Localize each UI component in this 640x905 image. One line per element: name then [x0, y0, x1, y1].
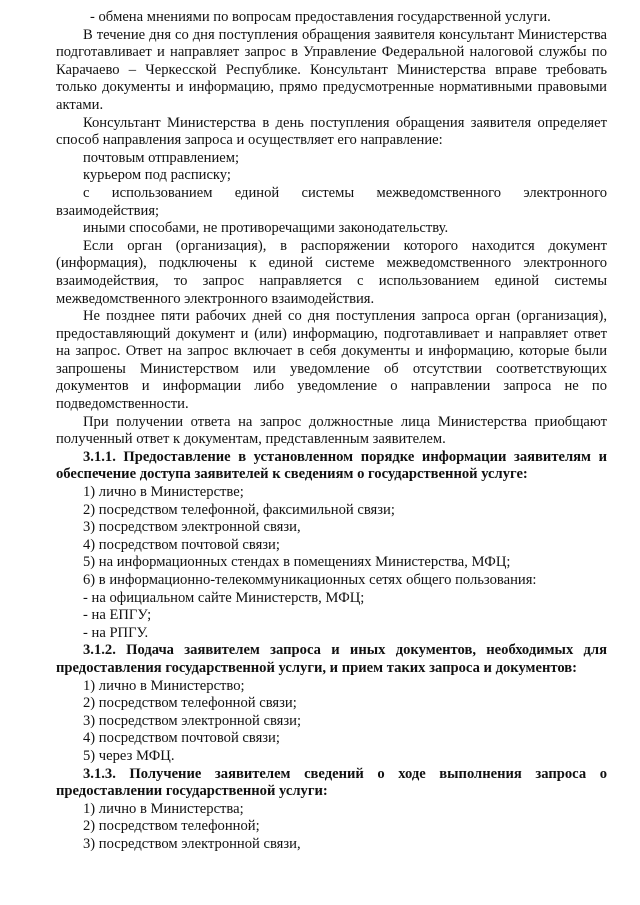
section-3-1-1-heading: 3.1.1. Предоставление в установленном порядке информации заявителям и обеспечение доступа заявителей к сведениям о государственной услуге:	[56, 448, 607, 483]
list-item: 5) на информационных стендах в помещениях Министерства, МФЦ;	[83, 554, 511, 571]
paragraph-five-days: Не позднее пяти рабочих дней со дня поступления запроса орган (организация), предоставляющий документ и (или) информацию, подготавливает и направляет ответ на запрос. Ответ на запрос включает в себя документы и информацию, которые были запрошены Министерством или уведомление об отсутствии соответствующих документов и информации либо уведомление о направлении запроса не по подведомственности.	[56, 308, 607, 413]
list-item: 3) посредством электронной связи;	[83, 712, 302, 729]
method-item: с использованием единой системы межведомственного электронного взаимодействия;	[56, 184, 607, 219]
method-item: почтовым отправлением;	[83, 149, 240, 166]
paragraph-smev: Если орган (организация), в распоряжении которого находится документ (информация), подключены к единой системе межведомственного электронного взаимодействия, то запрос направляется с использованием единой системы межведомственного электронного взаимодействия.	[56, 237, 607, 307]
list-item: - на официальном сайте Министерств, МФЦ;	[83, 589, 365, 606]
list-item: 4) посредством почтовой связи;	[83, 536, 280, 553]
list-item: 2) посредством телефонной;	[83, 818, 260, 835]
method-item: иными способами, не противоречащими законодательству.	[83, 220, 449, 237]
list-item: 3) посредством электронной связи,	[83, 519, 301, 536]
list-item: 2) посредством телефонной связи;	[83, 695, 297, 712]
exchange-line: - обмена мнениями по вопросам предоставления государственной услуги.	[90, 9, 551, 25]
method-item: курьером под расписку;	[83, 167, 231, 184]
list-item: 1) лично в Министерства;	[83, 800, 244, 817]
list-item: 6) в информационно-телекоммуникационных сетях общего пользования:	[83, 572, 537, 588]
list-item: 5) через МФЦ.	[83, 747, 175, 764]
list-item: 1) лично в Министерстве;	[83, 484, 244, 501]
list-item: 2) посредством телефонной, факсимильной связи;	[83, 501, 395, 518]
section-3-1-2-heading: 3.1.2. Подача заявителем запроса и иных документов, необходимых для предоставления государственной услуги, и прием таких запроса и документов:	[56, 642, 607, 676]
list-item: - на ЕПГУ;	[83, 607, 152, 624]
list-item: 4) посредством почтовой связи;	[83, 730, 280, 747]
list-item: - на РПГУ.	[83, 624, 149, 641]
list-item: 1) лично в Министерство;	[83, 677, 245, 694]
section-3-1-3-heading: 3.1.3. Получение заявителем сведений о ходе выполнения запроса о предоставлении государственной услуги:	[56, 765, 607, 800]
list-item: 3) посредством электронной связи,	[83, 835, 301, 852]
paragraph-request-ufns: В течение дня со дня поступления обращения заявителя консультант Министерства подготавливает и направляет запрос в Управление Федеральной налоговой службы по Карачаево – Черкесской Республике. Консультант Министерства вправе требовать только документы и информацию, прямо предусмотренные нормативными правовыми актами.	[56, 26, 607, 113]
paragraph-answer: При получении ответа на запрос должностные лица Министерства приобщают полученный ответ к документам, представленным заявителем.	[56, 413, 607, 448]
paragraph-request-method: Консультант Министерства в день поступления обращения заявителя определяет способ направления запроса и осуществляет его направление:	[56, 114, 607, 149]
